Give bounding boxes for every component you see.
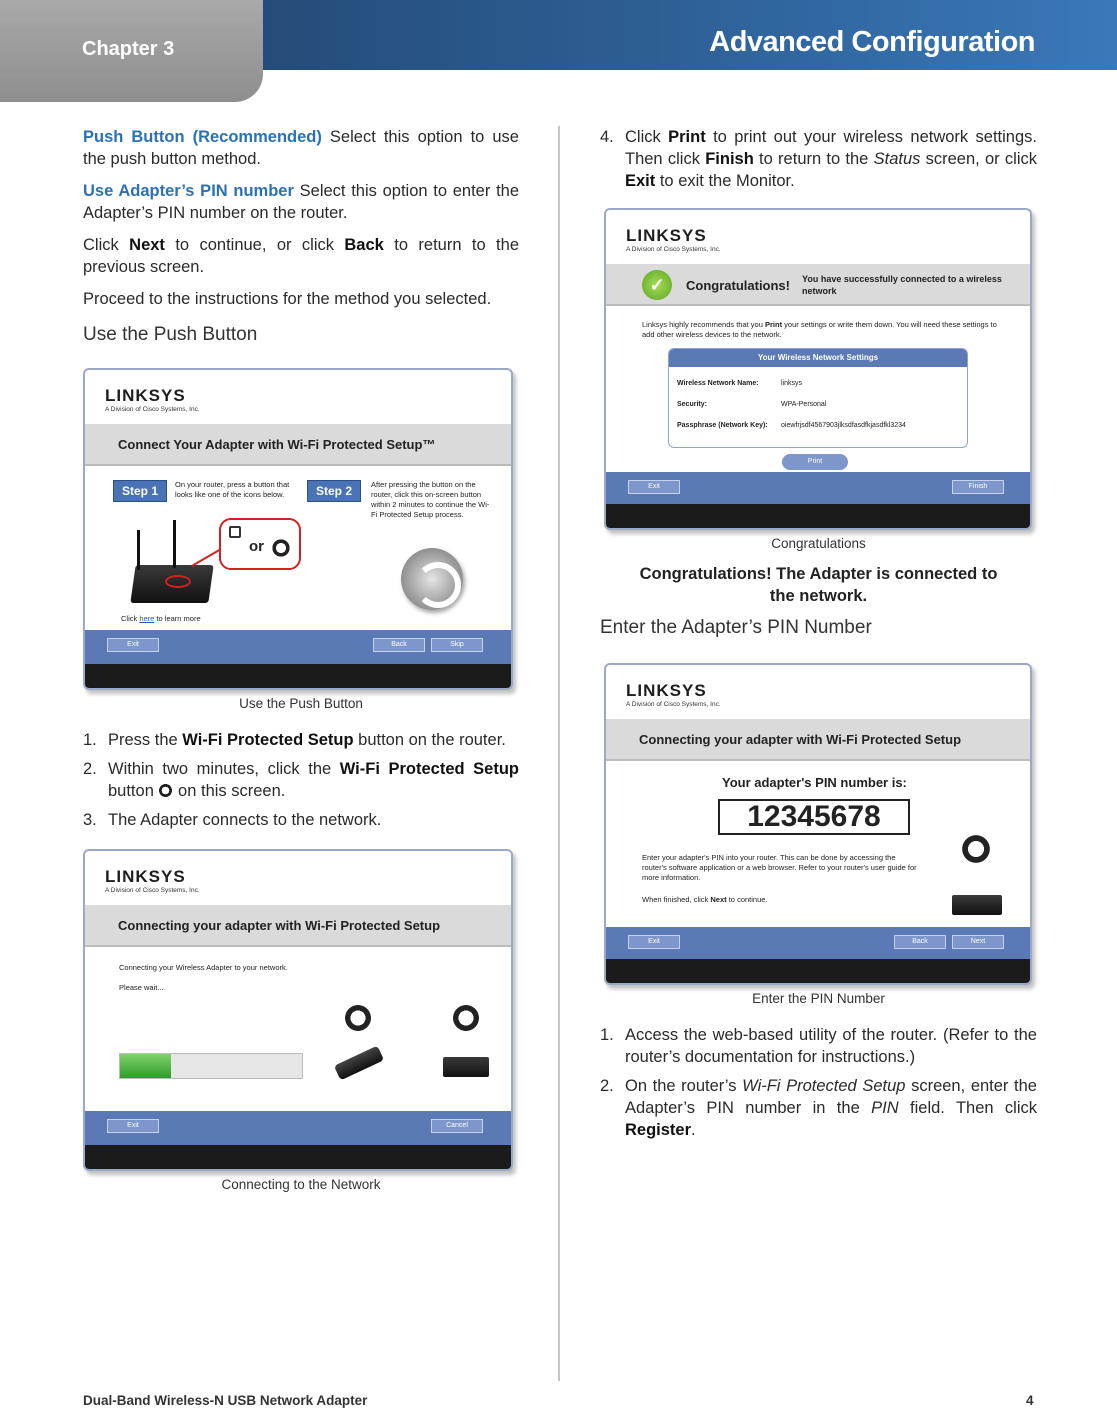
settings-row [677,394,959,415]
text: Select this option to use the push button method. [83,128,519,168]
term-pin: Use Adapter’s PIN number [83,182,294,200]
congrats-message: Congratulations! The Adapter is connected to the network. [639,565,998,605]
text: Click [625,128,669,146]
check-icon: ✓ [642,270,672,300]
list-item [600,1024,1037,1068]
title-band [85,424,511,466]
here-link[interactable]: here [139,614,155,623]
chapter-label: Chapter 3 [82,38,175,60]
list-item [600,126,1037,192]
settings-key: Security: [677,401,707,408]
item-number: 4. [600,128,614,146]
subheading-pin: Enter the Adapter’s PIN Number [600,617,872,638]
paragraph-push-button [83,126,519,170]
recommendation-text [642,320,1004,340]
finish-term: Finish [705,150,754,168]
text: screen, enter the Adapter’s PIN number in the [625,1077,1037,1117]
footer-product: Dual-Band Wireless-N USB Network Adapter [83,1393,368,1408]
text: Within two minutes, click the [108,760,340,778]
text: to print out your wireless network settings. Then click [625,128,1037,168]
push-button-steps [83,729,519,831]
wps-icon [271,538,291,558]
text: to learn more [154,614,201,623]
back-term: Back [344,236,384,254]
term-push-button: Push Button (Recommended) [83,128,322,146]
linksys-logo: LINKSYS [105,386,186,405]
progress-fill [120,1054,171,1078]
list-item [83,758,519,802]
text: your settings or write them down. You will need these settings to add other wireless devices to the network. [642,320,997,339]
caption-connecting: Connecting to the Network [221,1177,381,1192]
window-title: Connect Your Adapter with Wi-Fi Protected Setup™ [118,437,436,452]
text: Click [83,236,130,254]
caption-congratulations: Congratulations [771,536,866,551]
wps-icon [960,833,992,865]
linksys-logo-subtitle: A Division of Cisco Systems, Inc. [626,701,721,708]
settings-box [668,348,968,448]
text: . [691,1121,696,1139]
settings-value: linksys [781,380,803,387]
text: Select this option to enter the Adapter’s PIN number on the router. [83,182,520,222]
cancel-button[interactable]: Cancel [431,1119,483,1133]
linksys-logo: LINKSYS [626,226,707,245]
linksys-logo-subtitle: A Division of Cisco Systems, Inc. [105,887,200,894]
wps-inline-icon [158,783,173,798]
print-step [600,126,1037,192]
title-band [606,719,1030,761]
text: screen, or click [920,150,1038,168]
please-wait-text: Please wait... [119,983,164,992]
pin-steps [600,1024,1037,1141]
wps-icon [451,1003,481,1033]
settings-value: WPA-Personal [781,401,827,408]
text: Press the [108,731,183,749]
callout-ring [165,575,191,588]
wps-icon [343,1003,373,1033]
next-button[interactable]: Next [952,935,1004,949]
exit-term: Exit [625,172,656,190]
pin-instructions: Enter your adapter's PIN into your router. This can be done by accessing the router's software application or a web browser. Refer to your router's user guide for more information. [642,853,917,882]
linksys-logo: LINKSYS [626,681,707,700]
settings-row [677,373,959,394]
print-button[interactable]: Print [782,454,848,470]
wps-term: Wi-Fi Protected Setup [182,731,354,749]
window-footer [85,1145,511,1169]
window-footer [85,664,511,688]
text: Linksys highly recommends that you [642,320,765,329]
text: to continue. [726,895,768,904]
window-footer [606,959,1030,983]
screenshot-connecting [83,849,513,1171]
or-label: or [249,538,264,555]
exit-button[interactable]: Exit [628,935,680,949]
pin-label: Your adapter's PIN number is: [722,775,907,790]
step2-tag: Step 2 [307,480,361,502]
column-divider [558,126,560,1381]
step1-tag: Step 1 [113,480,167,502]
back-button[interactable]: Back [894,935,946,949]
register-term: Register [625,1121,692,1139]
congrats-title: Congratulations! [686,278,790,293]
screenshot-pin [604,663,1032,985]
router-antenna-left [137,530,140,570]
wps-onscreen-button-icon[interactable] [401,548,463,610]
success-text: You have successfully connected to a wireless network [802,274,1002,296]
subheading-push-button: Use the Push Button [83,324,258,345]
text: to return to the previous screen. [83,236,519,276]
text: button [108,782,154,800]
button-bar [85,630,511,668]
connecting-text: Connecting your Wireless Adapter to your network. [119,963,288,972]
text: On the router’s [625,1077,743,1095]
progress-bar [119,1053,303,1079]
print-term: Print [668,128,706,146]
screenshot-push-button [83,368,513,690]
screenshot-congratulations [604,208,1032,530]
settings-rows [669,367,967,442]
text: The Adapter connects to the network. [108,811,382,829]
next-term: Next [710,895,727,904]
caption-pin: Enter the PIN Number [752,991,885,1006]
exit-button[interactable]: Exit [107,1119,159,1133]
wps-term: Wi-Fi Protected Setup [339,760,519,778]
text: Access the web-based utility of the router. (Refer to the router’s documentation for instructions.) [625,1026,1037,1066]
item-number: 1. [600,1026,614,1044]
lock-icon [229,526,241,538]
learn-more-text [121,614,201,624]
when-finished-text [642,895,768,905]
step1-text: On your router, press a button that looks like one of the icons below. [175,480,290,499]
text: to exit the Monitor. [655,172,795,190]
text: to continue, or click [164,236,345,254]
caption-push-button: Use the Push Button [239,696,363,711]
section-title: Advanced Configuration [709,26,1035,58]
title-band [606,264,1030,306]
text: to return to the [753,150,874,168]
exit-button[interactable]: Exit [628,480,680,494]
linksys-logo-subtitle: A Division of Cisco Systems, Inc. [105,406,200,413]
text: Click [121,614,140,623]
text: When finished, click [642,895,711,904]
paragraph-proceed: Proceed to the instructions for the method you selected. [83,290,492,308]
pin-value: 12345678 [718,799,910,835]
router-image [443,1057,489,1077]
print-term: Print [764,320,783,329]
callout-box [219,518,301,570]
window-title: Connecting your adapter with Wi-Fi Protected Setup [118,918,441,933]
text: field. Then click [898,1099,1038,1117]
settings-box-title: Your Wireless Network Settings [669,349,967,367]
router-image [952,895,1002,915]
wps-term: Wi-Fi Protected Setup [742,1077,906,1095]
page-number: 4 [1026,1393,1034,1408]
status-term: Status [873,150,921,168]
item-number: 1. [83,731,97,749]
settings-key: Wireless Network Name: [677,380,759,387]
step2-text: After pressing the button on the router, click this on-screen button within 2 minutes to continue the Wi-Fi Protected Setup process. [371,480,490,519]
finish-button[interactable]: Finish [952,480,1004,494]
exit-button[interactable]: Exit [107,638,159,652]
window-title: Connecting your adapter with Wi-Fi Protected Setup [639,732,962,747]
router-antenna-right [173,520,176,568]
pin-term: PIN [871,1099,899,1117]
back-button[interactable]: Back [373,638,425,652]
paragraph-next-back [83,234,519,278]
title-band [85,905,511,947]
text: on this screen. [173,782,286,800]
settings-value: oiewfrjsdf4567903jlksdfasdfkjasdfkl3234 [781,422,906,429]
linksys-logo: LINKSYS [105,867,186,886]
window-footer [606,504,1030,528]
item-number: 3. [83,811,97,829]
right-column [600,126,1037,1148]
text: button on the router. [353,731,506,749]
skip-button[interactable]: Skip [431,638,483,652]
item-number: 2. [600,1077,614,1095]
next-term: Next [129,236,165,254]
usb-adapter-image [334,1046,384,1081]
list-item [600,1075,1037,1141]
settings-row [677,415,959,436]
button-bar [85,1111,511,1149]
item-number: 2. [83,760,97,778]
list-item [83,729,519,751]
list-item [83,809,519,831]
settings-key: Passphrase (Network Key): [677,422,768,429]
paragraph-pin [83,180,519,224]
left-column [83,126,519,1192]
linksys-logo-subtitle: A Division of Cisco Systems, Inc. [626,246,721,253]
